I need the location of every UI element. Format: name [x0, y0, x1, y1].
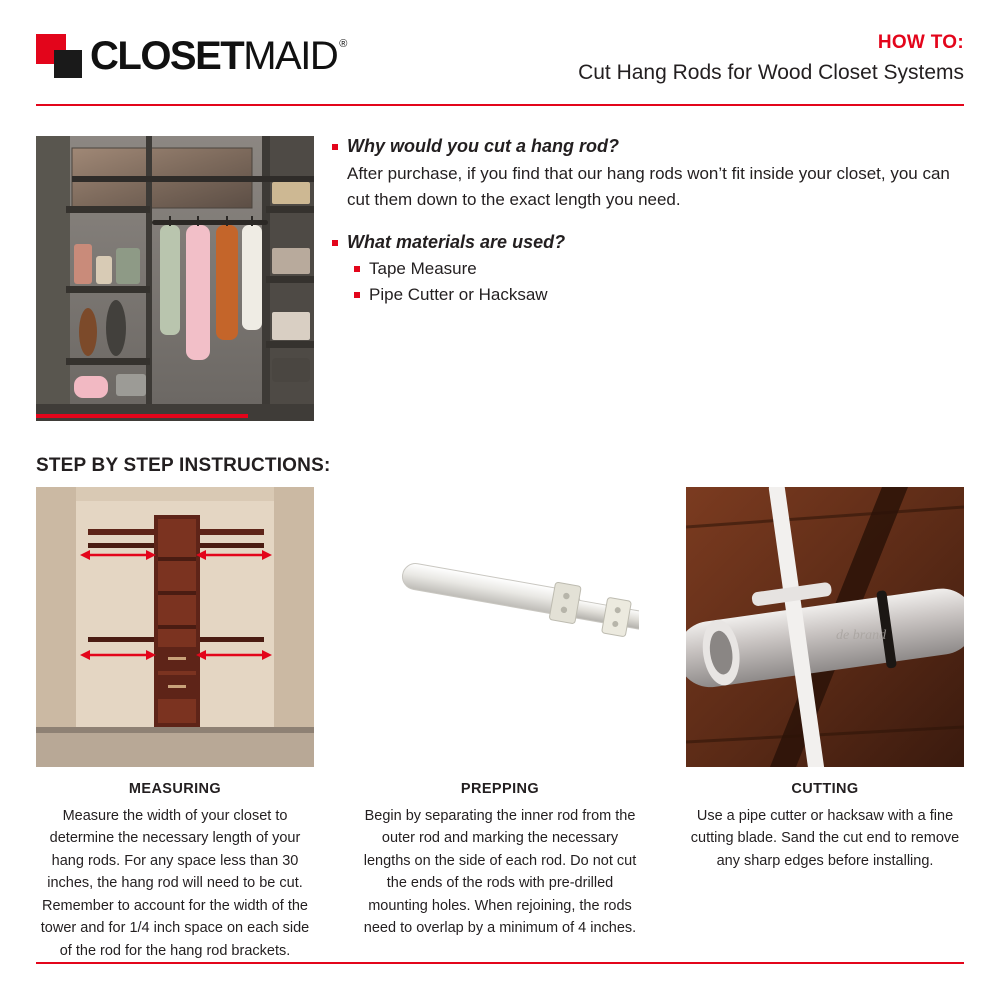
- logo-word-closet: CLOSET: [90, 34, 244, 78]
- how-to-label: HOW TO:: [877, 32, 964, 53]
- step-measuring-photo: [36, 487, 314, 767]
- logo-wordmark: [90, 36, 346, 76]
- step-cutting-description: Use a pipe cutter or hacksaw with a fine cutting blade. Sand the cut end to remove any sharp edges before installing.: [690, 808, 960, 869]
- step-measuring-description: Measure the width of your closet to determine the necessary length of your hang rods. For any space less than 30 inches, the hang rod will need to be cut. Remember to account for the width of the tower and for 1/4 inch space on each side of the rod for the hang rod brackets.: [40, 808, 310, 959]
- step-prepping-title: PREPPING: [460, 781, 540, 797]
- cutting-illustration: [686, 487, 964, 767]
- prepping-illustration: [361, 487, 639, 767]
- logo-squares-icon: [36, 34, 82, 78]
- header-title-block: [578, 28, 964, 85]
- material-label-1: Tape Measure: [369, 258, 477, 278]
- materials-list: [354, 259, 964, 305]
- steps-section: [36, 487, 964, 962]
- logo-word-maid: MAID: [243, 34, 338, 78]
- bullet-square-icon: [332, 144, 338, 150]
- header-divider: [36, 104, 964, 106]
- closetmaid-logo: [36, 34, 346, 78]
- hero-closet-illustration: [36, 136, 314, 421]
- answer-text-1: After purchase, if you find that our hang rods won’t fit inside your closet, you can cut them down to the exact length you need.: [347, 164, 950, 210]
- bullet-square-icon: [354, 266, 360, 272]
- step-prepping-description: Begin by separating the inner rod from the outer rod and marking the necessary lengths on the side of each rod. Do not cut the ends of the rods with pre-drilled mounting holes. When rejoining, the rods need to overlap by a minimum of 4 inches.: [363, 808, 637, 937]
- registered-mark: ®: [339, 38, 346, 50]
- step-prepping-photo: [361, 487, 639, 767]
- step-cutting: [686, 487, 964, 962]
- hero-closet-photo: [36, 136, 314, 421]
- intro-section: [332, 136, 964, 323]
- question-label-2: What materials are used?: [347, 231, 566, 252]
- measuring-illustration: [36, 487, 314, 767]
- step-cutting-title: CUTTING: [791, 781, 859, 797]
- svg-text:de brand: de brand: [836, 628, 887, 643]
- footer-divider: [36, 962, 964, 964]
- page-header: [36, 28, 964, 98]
- bullet-square-icon: [354, 292, 360, 298]
- step-cutting-photo: [686, 487, 964, 767]
- list-item: [354, 259, 964, 279]
- question-label-1: Why would you cut a hang rod?: [347, 136, 619, 156]
- step-measuring: [36, 487, 314, 962]
- question-block-2: [332, 232, 964, 305]
- step-measuring-title: MEASURING: [128, 781, 222, 797]
- list-item: [354, 285, 964, 305]
- hero-photo-underline: [36, 414, 248, 418]
- page-title: Cut Hang Rods for Wood Closet Systems: [578, 61, 964, 84]
- material-label-2: Pipe Cutter or Hacksaw: [369, 284, 548, 304]
- bullet-square-icon: [332, 240, 338, 246]
- step-prepping: [361, 487, 639, 962]
- steps-section-title: STEP BY STEP INSTRUCTIONS:: [36, 455, 331, 476]
- question-block-1: [332, 136, 964, 214]
